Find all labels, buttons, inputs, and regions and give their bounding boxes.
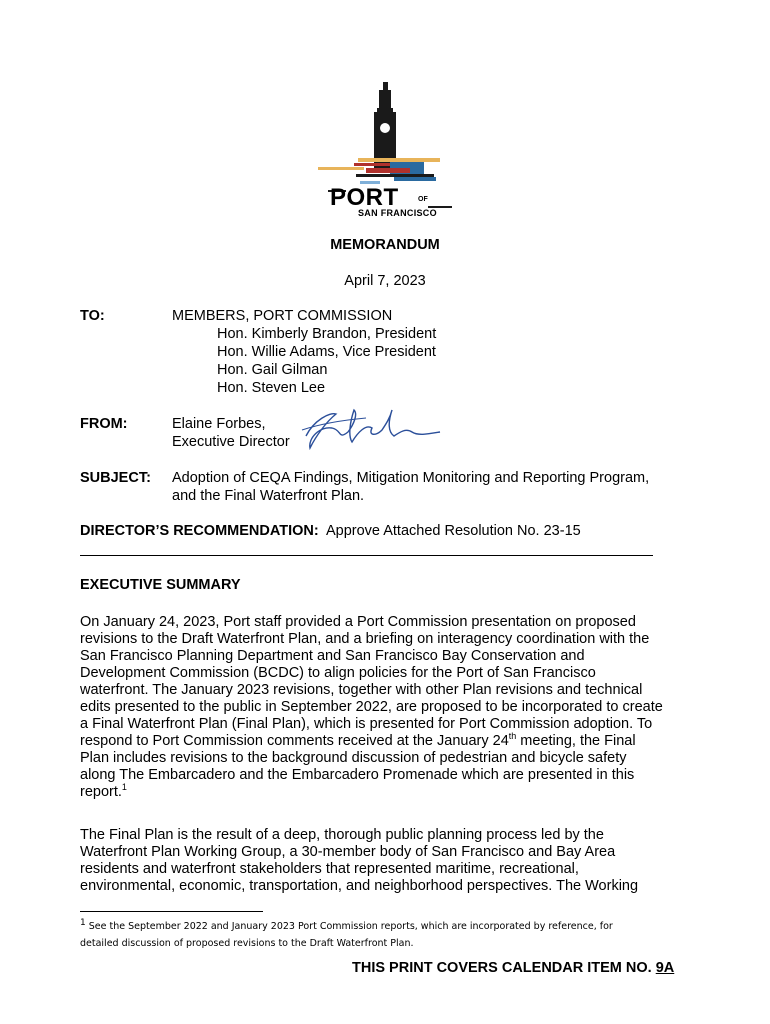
to-recipients: MEMBERS, PORT COMMISSION bbox=[172, 308, 393, 324]
p2-line-2: Waterfront Plan Working Group, a 30-member body of San Francisco and Bay Area bbox=[80, 844, 616, 860]
p1-line-1: On January 24, 2023, Port staff provided a Port Commission presentation on proposed bbox=[80, 614, 636, 630]
footnote-rule bbox=[80, 911, 263, 912]
footnote bbox=[80, 918, 680, 952]
member-4: Hon. Steven Lee bbox=[217, 380, 326, 396]
tower-top bbox=[379, 90, 391, 110]
to-label: TO: bbox=[80, 308, 105, 324]
footnote-line-2: detailed discussion of proposed revisions to the Draft Waterfront Plan. bbox=[80, 938, 414, 949]
footnote-ref[interactable]: 1 bbox=[121, 782, 127, 793]
p1-line-8b: meeting, the Final bbox=[516, 733, 636, 749]
exec-summary-heading: EXECUTIVE SUMMARY bbox=[80, 577, 241, 593]
footnote-number: 1 bbox=[80, 917, 86, 928]
footnote-line-1: See the September 2022 and January 2023 Port Commission reports, which are incorporated by reference, for bbox=[88, 921, 613, 932]
bar-gold bbox=[358, 158, 440, 162]
p1-line-5: waterfront. The January 2023 revisions, together with other Plan revisions and technical bbox=[80, 682, 643, 698]
p1-line-8-sup: th bbox=[508, 731, 517, 742]
bar-red-2 bbox=[366, 168, 410, 173]
logo-word: PORT bbox=[330, 184, 399, 211]
calendar-text: THIS PRINT COVERS CALENDAR ITEM NO. bbox=[352, 960, 656, 976]
recommendation bbox=[80, 522, 581, 540]
bar-dark bbox=[356, 174, 434, 177]
p1-line-8a: respond to Port Commission comments received at the January 24 bbox=[80, 733, 509, 749]
subject-label: SUBJECT: bbox=[80, 470, 151, 486]
calendar-item-number: 9A bbox=[655, 960, 675, 976]
p1-line-6: edits presented to the public in September 2022, are proposed to be incorporated to create bbox=[80, 699, 663, 715]
member-2: Hon. Willie Adams, Vice President bbox=[217, 344, 436, 360]
memo-date: April 7, 2023 bbox=[344, 273, 426, 289]
logo-of: OF bbox=[418, 196, 428, 203]
p1-line-8 bbox=[80, 732, 636, 750]
p1-last: report. bbox=[80, 784, 122, 800]
member-1: Hon. Kimberly Brandon, President bbox=[217, 326, 437, 342]
recommendation-text: Approve Attached Resolution No. 23-15 bbox=[325, 523, 581, 539]
clock-face bbox=[380, 123, 390, 133]
subject-line-2: and the Final Waterfront Plan. bbox=[172, 488, 365, 504]
p1-line-7: a Final Waterfront Plan (Final Plan), which is presented for Port Commission adoption. To bbox=[80, 716, 653, 732]
p1-line-11 bbox=[80, 783, 127, 801]
p1-line-3: San Francisco Planning Department and San Francisco Bay Conservation and bbox=[80, 648, 585, 664]
tower-spire bbox=[383, 82, 388, 90]
p1-line-2: revisions to the Draft Waterfront Plan, and a briefing on interagency coordination with the bbox=[80, 631, 650, 647]
p2-line-1: The Final Plan is the result of a deep, thorough public planning process led by the bbox=[80, 827, 604, 843]
bar-lightblue bbox=[318, 167, 364, 170]
divider bbox=[80, 555, 653, 556]
p1-line-4: Development Commission (BCDC) to align policies for the Port of San Francisco bbox=[80, 665, 596, 681]
p2-line-4: environmental, economic, transportation, and neighborhood perspectives. The Working bbox=[80, 878, 639, 894]
signature bbox=[296, 402, 446, 454]
memo-title: MEMORANDUM bbox=[330, 237, 440, 253]
calendar-item bbox=[352, 960, 674, 976]
from-name: Elaine Forbes, bbox=[172, 416, 266, 432]
logo-city: SAN FRANCISCO bbox=[358, 208, 437, 218]
p1-line-10: along The Embarcadero and the Embarcadero Promenade which are presented in this bbox=[80, 767, 635, 783]
p1-line-9: Plan includes revisions to the background discussion of pedestrian and bicycle safety bbox=[80, 750, 627, 766]
member-3: Hon. Gail Gilman bbox=[217, 362, 328, 378]
from-label: FROM: bbox=[80, 416, 128, 432]
p2-line-3: residents and waterfront stakeholders that represented maritime, recreational, bbox=[80, 861, 579, 877]
subject-line-1: Adoption of CEQA Findings, Mitigation Monitoring and Reporting Program, bbox=[172, 470, 650, 486]
recommendation-label: DIRECTOR’S RECOMMENDATION: bbox=[80, 523, 319, 539]
from-title: Executive Director bbox=[172, 434, 290, 450]
